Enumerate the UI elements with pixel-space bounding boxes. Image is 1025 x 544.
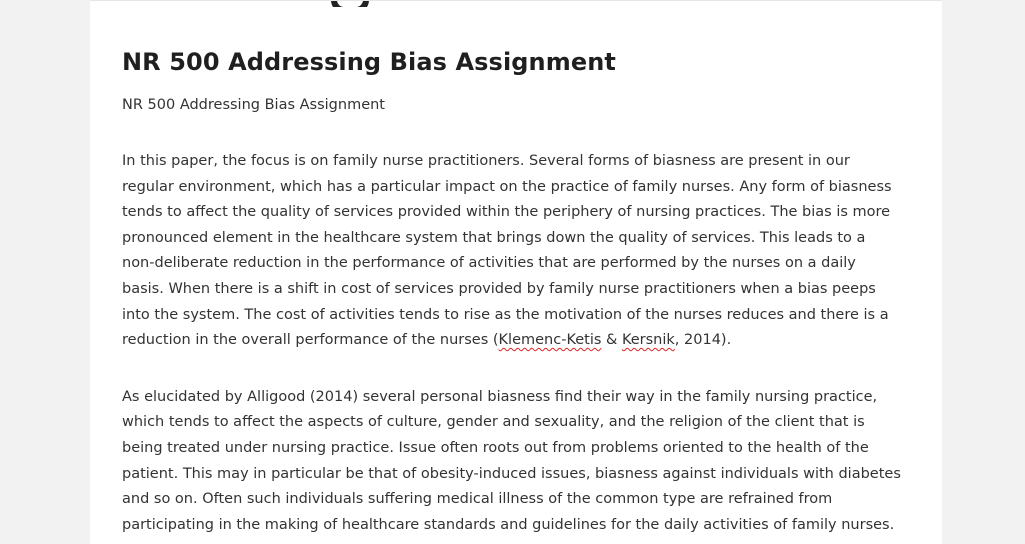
article-subtitle: NR 500 Addressing Bias Assignment xyxy=(122,97,385,113)
paragraph-1 xyxy=(122,149,902,354)
article-content xyxy=(122,45,902,538)
citation-end: , 2014). xyxy=(674,332,732,349)
cropped-heading-fragment xyxy=(315,0,371,7)
article-page xyxy=(90,0,942,544)
article-title: NR 500 Addressing Bias Assignment xyxy=(122,48,616,76)
paragraph-2: As elucidated by Alligood (2014) several personal biasness find their way in the family nursing practice, which tends to affect the aspects of culture, gender and sexuality, and the religion of the client that is being treated under nursing practice. Issue often roots out from problems oriented to the health of the patient. This may in particular be that of obesity-induced issues, biasness against individuals with diabetes and so on. Often such individuals suffering medical illness of the common type are refrained from participating in the making of healthcare standards and guidelines for the daily activities of family nurses. xyxy=(122,388,901,533)
paragraph-1-text: In this paper, the focus is on family nurse practitioners. Several forms of biasness are present in our regular environment, which has a particular impact on the practice of family nurses. Any form of biasness tends to affect the quality of services provided within the periphery of nursing practices. The bias is more pronounced element in the healthcare system that brings down the quality of services. This leads to a non-deliberate reduction in the performance of activities that are performed by the nurses on a daily basis. When there is a shift in cost of services provided by family nurse practitioners when a bias peeps into the system. The cost of activities tends to rise as the motivation of the nurses reduces and there is a reduction in the overall performance of the nurses ( xyxy=(122,153,892,349)
citation-author-klemenc-ketis: Klemenc-Ketis xyxy=(498,332,602,349)
citation-author-kersnik: Kersnik xyxy=(621,332,675,349)
citation-and: & xyxy=(601,332,622,349)
